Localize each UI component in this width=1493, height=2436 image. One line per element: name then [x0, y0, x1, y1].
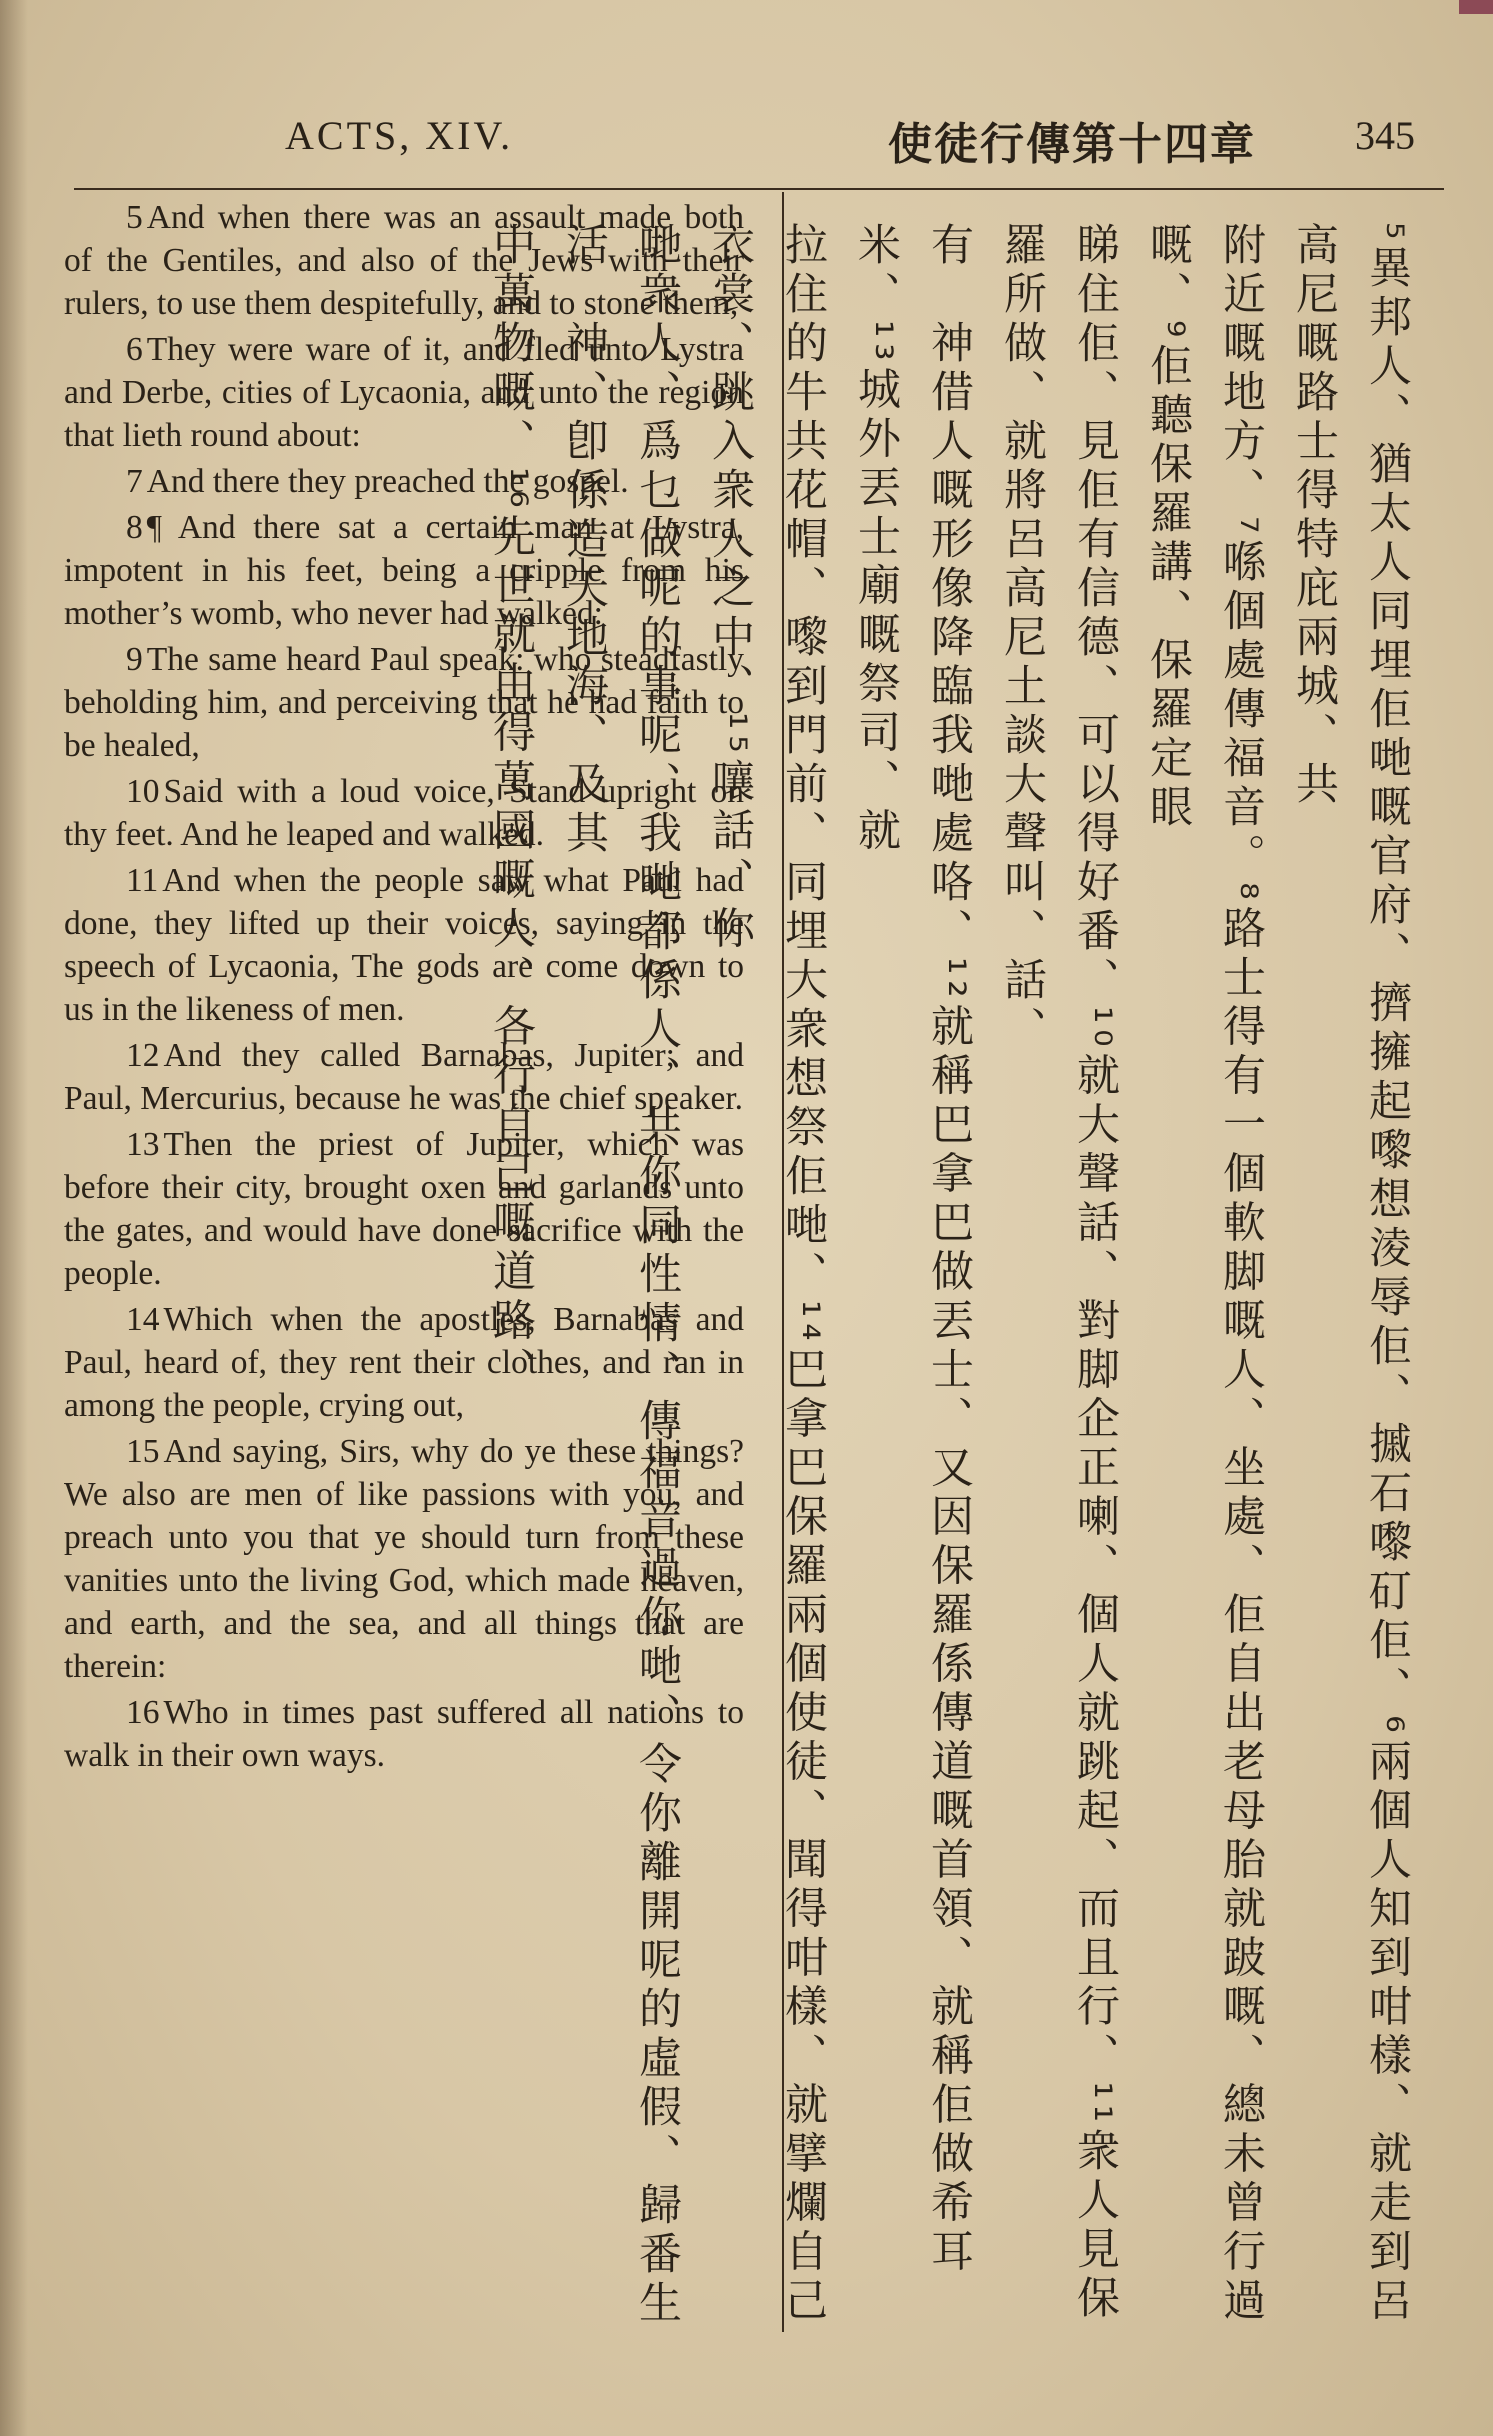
chinese-text-column [486, 222, 1423, 2332]
verse-number: 8 [126, 509, 143, 546]
running-head-english: ACTS, XIV. [285, 113, 514, 158]
verse-number: 10 [126, 773, 160, 810]
verse-number: 7 [126, 463, 143, 500]
verse-text: ¶ And there sat a certain man at Lystra, impotent in his feet, being a cripple from his mother’s womb, who never had walked: [64, 509, 744, 632]
chinese-column-line: 附近嘅地方、⁷喺個處傳福音。⁸路士得有一個軟脚嘅人、坐處、佢自出老母胎就跛嘅、總未曾行過嘅、⁹佢聽保羅講、保羅定眼 [1143, 222, 1266, 2327]
chinese-column-line: 中萬物嘅、¹⁶先世就由得萬國嘅人、各行自己嘅道路、 [486, 222, 536, 1396]
running-head-chinese: 使徒行傳第十四章 [888, 119, 1256, 170]
verse-number: 16 [126, 1694, 160, 1731]
chinese-column-line: 睇住佢、見佢有信德、可以得好番、¹⁰就大聲話、對脚企正喇、個人就跳起、而且行、¹¹衆人見保羅所做、就將呂高尼土談大聲叫、話、 [997, 222, 1120, 2324]
verse-number: 14 [126, 1301, 160, 1338]
verse-text: And when the people saw what Paul had done, they lifted up their voices, saying in the speech of Lycaonia, The gods are come down to us in the likeness of men. [64, 862, 744, 1028]
verse-text: And there they preached the gospel. [146, 463, 629, 500]
chinese-column-line: 有 神借人嘅形像降臨我哋處咯、¹²就稱巴拿巴做丟士、又因保羅係傳道嘅首領、就稱佢做希耳米、¹³城外丟士廟嘅祭司、就 [851, 222, 974, 2278]
chinese-column-line: 哋衆人、爲乜做呢的事呢、我哋都係人、共你同性情、傳福音過你哋、令你離開呢的虛假、歸番生活 神、卽係造天地海、及其 [559, 222, 682, 2329]
verse-number: 9 [126, 641, 143, 678]
binding-shadow [0, 0, 28, 2436]
verse-number: 6 [126, 331, 143, 368]
verse-text: Which when the apostles, Barnabas and Paul, heard of, they rent their clothes, and ran in among the people, crying out, [64, 1301, 744, 1424]
header-rule [74, 188, 1444, 190]
verse-number: 15 [126, 1433, 160, 1470]
verse-text: Then the priest of Jupiter, which was before their city, brought oxen and garlands unto the gates, and would have done sacrifice with the people. [64, 1126, 744, 1292]
verse-text: Who in times past suffered all nations to walk in their own ways. [64, 1694, 744, 1774]
verse-number: 12 [126, 1037, 160, 1074]
verse-text: And saying, Sirs, why do ye these things? We also are men of like passions with you, and preach unto you that ye should turn from these vanities unto the living God, which made heaven, and earth, and the sea, and all things that are therein: [64, 1433, 744, 1685]
page-number: 345 [1355, 113, 1415, 158]
chinese-column-line: 拉住的牛共花帽、嚟到門前、同埋大衆想祭佢哋、¹⁴巴拿巴保羅兩個使徒、聞得咁樣、就擘爛自己衣裳、跳入衆人之中、¹⁵嚷話、你 [705, 222, 828, 2327]
verse-text: They were ware of it, and fled unto Lystra and Derbe, cities of Lycaonia, and unto the region that lieth round about: [64, 331, 744, 454]
verse-text: The same heard Paul speak: who steadfastly beholding him, and perceiving that he had faith to be healed, [64, 641, 744, 764]
page-corner-mark [1459, 0, 1493, 14]
verse-text: And they called Barnabas, Jupiter; and Paul, Mercurius, because he was the chief speaker. [64, 1037, 744, 1117]
verse-text: And when there was an assault made both of the Gentiles, and also of the Jews with their rulers, to use them despitefully, and to stone them, [64, 199, 744, 322]
verse-number: 11 [126, 862, 159, 899]
verse-text: Said with a loud voice, Stand upright on thy feet. And he leaped and walked. [64, 773, 744, 853]
verse-number: 5 [126, 199, 143, 236]
verse-number: 13 [126, 1126, 160, 1163]
chinese-column-line: ⁵異邦人、猶太人同埋佢哋嘅官府、擠擁起嚟想淩辱佢、摵石嚟矴佢、⁶兩個人知到咁樣、就走到呂高尼嘅路士得特庇兩城、共 [1289, 222, 1412, 2327]
